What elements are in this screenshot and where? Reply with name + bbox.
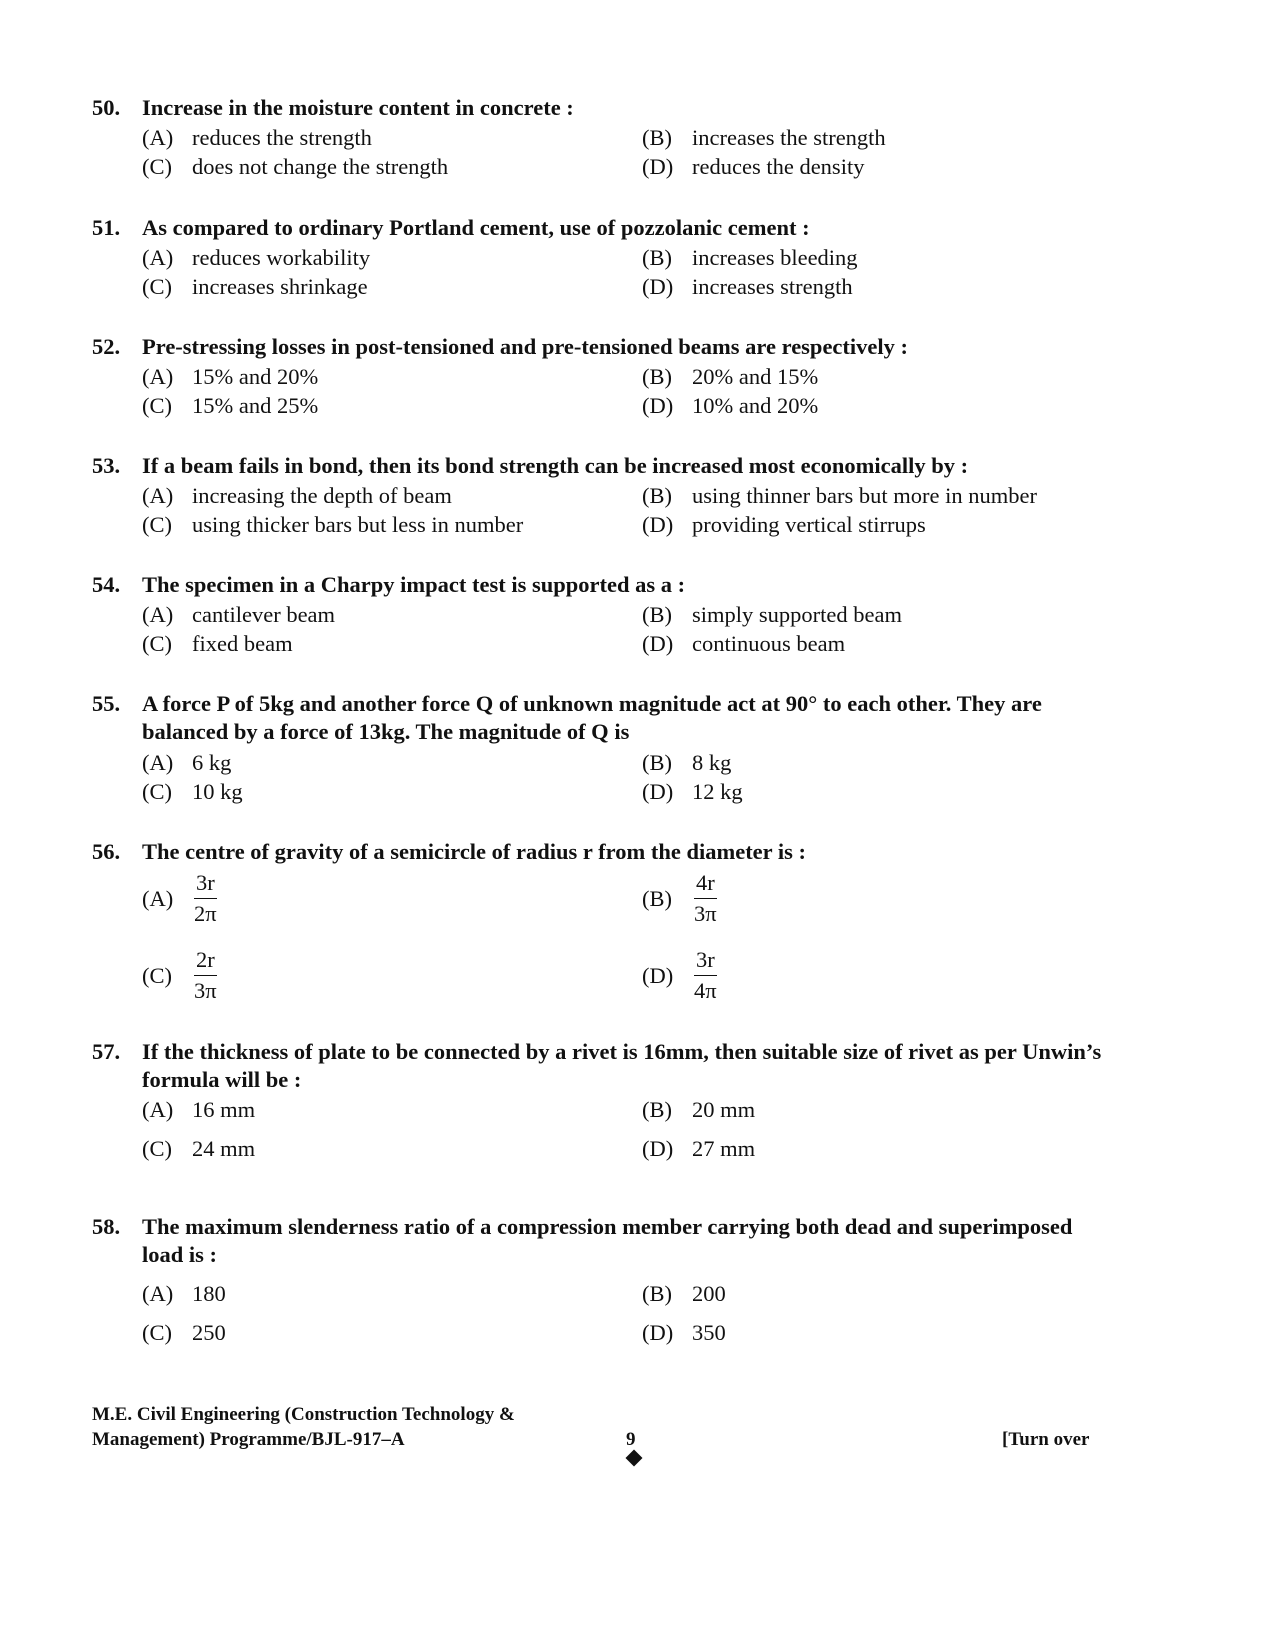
- option-label: (A): [142, 1097, 174, 1122]
- option-text: simply supported beam: [692, 602, 902, 627]
- option-b[interactable]: [642, 1096, 755, 1124]
- option-label: (B): [642, 885, 672, 911]
- option-d[interactable]: [642, 392, 818, 420]
- option-label: (A): [142, 245, 174, 270]
- option-c[interactable]: [142, 1319, 226, 1347]
- question-text: The centre of gravity of a semicircle of radius r from the diameter is :: [142, 839, 807, 864]
- option-label: (C): [142, 512, 172, 537]
- option-text: 10% and 20%: [692, 393, 819, 418]
- option-b[interactable]: [642, 363, 818, 391]
- option-label: (D): [642, 154, 674, 179]
- option-text: 200: [692, 1281, 726, 1306]
- question-text: Pre-stressing losses in post-tensioned and pre-tensioned beams are respectively :: [142, 334, 909, 359]
- option-a[interactable]: [142, 482, 452, 510]
- question-56: [92, 838, 1102, 866]
- option-b[interactable]: [642, 124, 886, 152]
- question-number: 52.: [92, 334, 121, 359]
- fraction-denominator: 2π: [194, 901, 217, 926]
- option-c[interactable]: [142, 392, 318, 420]
- option-a[interactable]: [142, 868, 219, 929]
- option-label: (C): [142, 274, 172, 299]
- fraction-numerator: 4r: [694, 868, 717, 899]
- option-label: (C): [142, 1136, 172, 1161]
- option-text: reduces the strength: [192, 125, 372, 150]
- question-number: 50.: [92, 95, 121, 120]
- option-label: (C): [142, 154, 172, 179]
- fraction: [692, 945, 719, 1006]
- question-text: A force P of 5kg and another force Q of unknown magnitude act at 90° to each other. They are balanced by a force of 13kg. The magnitude of Q is: [142, 691, 1042, 744]
- option-c[interactable]: [142, 630, 293, 658]
- question-text: The maximum slenderness ratio of a compression member carrying both dead and superimposed load is :: [142, 1214, 1073, 1267]
- option-label: (C): [142, 1320, 172, 1345]
- option-label: (B): [642, 364, 672, 389]
- question-51: [92, 214, 1102, 242]
- option-b[interactable]: [642, 601, 902, 629]
- option-label: (D): [642, 1320, 674, 1345]
- fraction: [192, 868, 219, 929]
- option-text: 8 kg: [692, 750, 732, 775]
- option-text: 15% and 20%: [192, 364, 319, 389]
- option-c[interactable]: [142, 273, 368, 301]
- option-label: (A): [142, 125, 174, 150]
- option-label: (D): [642, 512, 674, 537]
- question-54: [92, 571, 1102, 599]
- option-text: using thicker bars but less in number: [192, 512, 524, 537]
- option-a[interactable]: [142, 601, 335, 629]
- option-text: increasing the depth of beam: [192, 483, 452, 508]
- fraction-denominator: 4π: [694, 978, 717, 1003]
- option-text: 250: [192, 1320, 226, 1345]
- option-text: 27 mm: [692, 1136, 756, 1161]
- option-c[interactable]: [142, 153, 448, 181]
- question-number: 54.: [92, 572, 121, 597]
- option-label: (C): [142, 393, 172, 418]
- question-text: As compared to ordinary Portland cement, use of pozzolanic cement :: [142, 215, 810, 240]
- option-a[interactable]: [142, 1280, 226, 1308]
- option-text: 16 mm: [192, 1097, 256, 1122]
- question-number: 53.: [92, 453, 121, 478]
- question-53: [92, 452, 1102, 480]
- option-a[interactable]: [142, 244, 370, 272]
- question-number: 56.: [92, 839, 121, 864]
- option-label: (A): [142, 750, 174, 775]
- question-number: 55.: [92, 691, 121, 716]
- option-d[interactable]: [642, 153, 864, 181]
- option-label: (A): [142, 1281, 174, 1306]
- option-d[interactable]: [642, 1135, 755, 1163]
- option-d[interactable]: [642, 778, 743, 806]
- option-b[interactable]: [642, 482, 1037, 510]
- fraction: [692, 868, 719, 929]
- question-50: [92, 94, 1102, 122]
- option-b[interactable]: [642, 1280, 726, 1308]
- question-text: The specimen in a Charpy impact test is supported as a :: [142, 572, 686, 597]
- option-text: 350: [692, 1320, 726, 1345]
- option-label: (D): [642, 962, 674, 988]
- option-text: 10 kg: [192, 779, 243, 804]
- question-number: 57.: [92, 1039, 121, 1064]
- option-c[interactable]: [142, 778, 243, 806]
- question-number: 58.: [92, 1214, 121, 1239]
- footer-line-2: Management) Programme/BJL-917–A: [92, 1429, 405, 1450]
- option-label: (A): [142, 364, 174, 389]
- option-a[interactable]: [142, 749, 231, 777]
- option-text: continuous beam: [692, 631, 846, 656]
- option-d[interactable]: [642, 945, 719, 1006]
- option-text: providing vertical stirrups: [692, 512, 926, 537]
- option-label: (B): [642, 1097, 672, 1122]
- option-text: fixed beam: [192, 631, 293, 656]
- option-text: 20 mm: [692, 1097, 756, 1122]
- question-58: [92, 1213, 1102, 1269]
- option-text: 15% and 25%: [192, 393, 319, 418]
- option-label: (D): [642, 274, 674, 299]
- fraction-numerator: 3r: [194, 868, 217, 899]
- option-d[interactable]: [642, 630, 845, 658]
- option-c[interactable]: [142, 945, 219, 1006]
- option-b[interactable]: [642, 868, 719, 929]
- question-52: [92, 333, 1102, 361]
- option-c[interactable]: [142, 511, 523, 539]
- option-label: (B): [642, 1281, 672, 1306]
- option-text: increases shrinkage: [192, 274, 368, 299]
- option-text: increases bleeding: [692, 245, 858, 270]
- fraction: [192, 945, 219, 1006]
- fraction-numerator: 3r: [694, 945, 717, 976]
- option-label: (D): [642, 393, 674, 418]
- option-text: reduces the density: [692, 154, 865, 179]
- question-text: If the thickness of plate to be connected by a rivet is 16mm, then suitable size of rivet as per Unwin’s formula will be :: [142, 1039, 1102, 1092]
- footer-line-1: M.E. Civil Engineering (Construction Technology &: [92, 1404, 515, 1425]
- footer-course: [92, 1402, 515, 1452]
- option-label: (D): [642, 631, 674, 656]
- option-d[interactable]: [642, 1319, 726, 1347]
- option-label: (B): [642, 245, 672, 270]
- option-text: 24 mm: [192, 1136, 256, 1161]
- question-text: If a beam fails in bond, then its bond strength can be increased most economically by :: [142, 453, 969, 478]
- question-57: [92, 1038, 1102, 1094]
- option-b[interactable]: [642, 244, 858, 272]
- option-text: does not change the strength: [192, 154, 449, 179]
- fraction-numerator: 2r: [194, 945, 217, 976]
- question-text: Increase in the moisture content in concrete :: [142, 95, 574, 120]
- option-text: using thinner bars but more in number: [692, 483, 1037, 508]
- option-text: 6 kg: [192, 750, 232, 775]
- option-text: cantilever beam: [192, 602, 336, 627]
- option-d[interactable]: [642, 273, 853, 301]
- option-d[interactable]: [642, 511, 926, 539]
- option-text: 20% and 15%: [692, 364, 819, 389]
- option-c[interactable]: [142, 1135, 255, 1163]
- option-a[interactable]: [142, 124, 372, 152]
- option-label: (C): [142, 779, 172, 804]
- fraction-denominator: 3π: [194, 978, 217, 1003]
- turn-over-label: [Turn over: [1002, 1429, 1090, 1450]
- option-label: (B): [642, 602, 672, 627]
- option-text: increases strength: [692, 274, 853, 299]
- option-label: (D): [642, 779, 674, 804]
- option-label: (D): [642, 1136, 674, 1161]
- option-label: (B): [642, 483, 672, 508]
- option-text: 12 kg: [692, 779, 743, 804]
- option-label: (C): [142, 962, 172, 988]
- option-label: (A): [142, 483, 174, 508]
- option-label: (C): [142, 631, 172, 656]
- fraction-denominator: 3π: [694, 901, 717, 926]
- diamond-icon: [626, 1450, 643, 1467]
- option-label: (B): [642, 125, 672, 150]
- option-label: (B): [642, 750, 672, 775]
- question-number: 51.: [92, 215, 121, 240]
- question-55: [92, 690, 1102, 746]
- option-b[interactable]: [642, 749, 731, 777]
- option-label: (A): [142, 602, 174, 627]
- option-label: (A): [142, 885, 174, 911]
- page-number: 9: [626, 1429, 636, 1450]
- option-text: 180: [192, 1281, 226, 1306]
- option-a[interactable]: [142, 363, 318, 391]
- option-a[interactable]: [142, 1096, 255, 1124]
- option-text: reduces workability: [192, 245, 371, 270]
- option-text: increases the strength: [692, 125, 886, 150]
